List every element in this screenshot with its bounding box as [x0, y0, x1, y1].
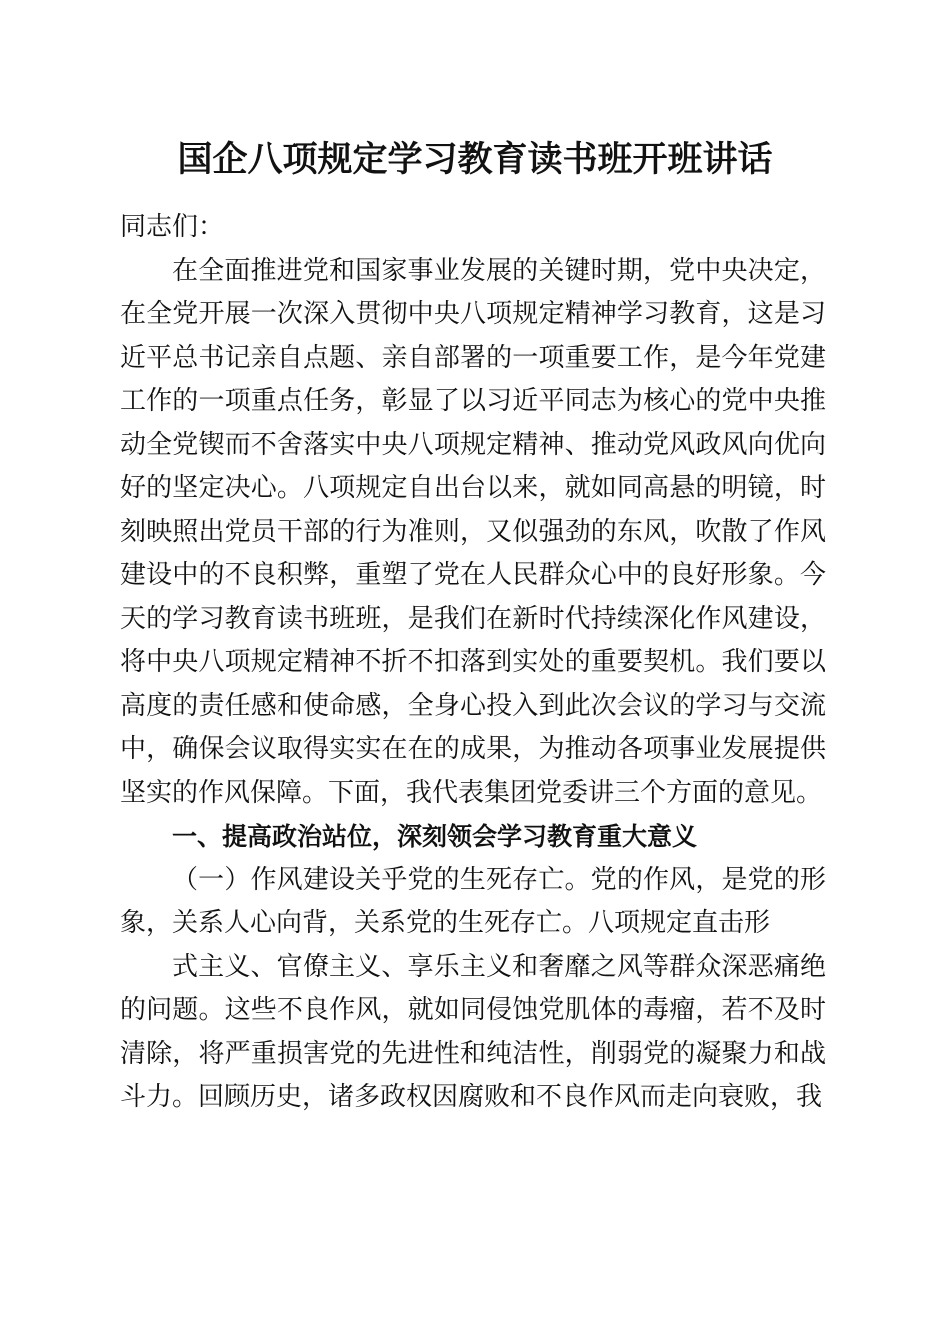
- document-body: [120, 206, 826, 1120]
- subsection-1-lead: （一）作风建设关乎党的生死存亡。: [172, 864, 591, 895]
- salutation: 同志们：: [120, 212, 225, 242]
- subsection-1: [120, 859, 826, 946]
- section-heading-1: 一、提高政治站位，深刻领会学习教育重大意义: [172, 822, 698, 851]
- document-title: 国企八项规定学习教育读书班开班讲话: [177, 139, 773, 180]
- paragraph-intro: 在全面推进党和国家事业发展的关键时期，党中央决定，在全党开展一次深入贯彻中央八项规定精神学习教育，这是习近平总书记亲自点题、亲自部署的一项重要工作，是今年党建工作的一项重点任务，彰显了以习近平同志为核心的党中央推动全党锲而不舍落实中央八项规定精神、推动党风政风向优向好的坚定决心。八项规定自出台以来，就如同高悬的明镜，时刻映照出党员干部的行为准则，又似强劲的东风，吹散了作风建设中的不良积弊，重塑了党在人民群众心中的良好形象。今天的学习教育读书班班，是我们在新时代持续深化作风建设，将中央八项规定精神不折不扣落到实处的重要契机。我们要以高度的责任感和使命感，全身心投入到此次会议的学习与交流中，确保会议取得实实在在的成果，为推动各项事业发展提供坚实的作风保障。下面，我代表集团党委讲三个方面的意见。: [120, 255, 826, 808]
- paragraph-continuation: 式主义、官僚主义、享乐主义和奢靡之风等群众深恶痛绝的问题。这些不良作风，就如同侵蚀党肌体的毒瘤，若不及时清除，将严重损害党的先进性和纯洁性，削弱党的凝聚力和战斗力。回顾历史，诸多政权因腐败和不良作风而走向衰败，我: [120, 951, 826, 1112]
- subsection-1-text: 党的作风，是党的形象，关系人心向背，关系党的生死存亡。八项规定直击形: [120, 864, 826, 938]
